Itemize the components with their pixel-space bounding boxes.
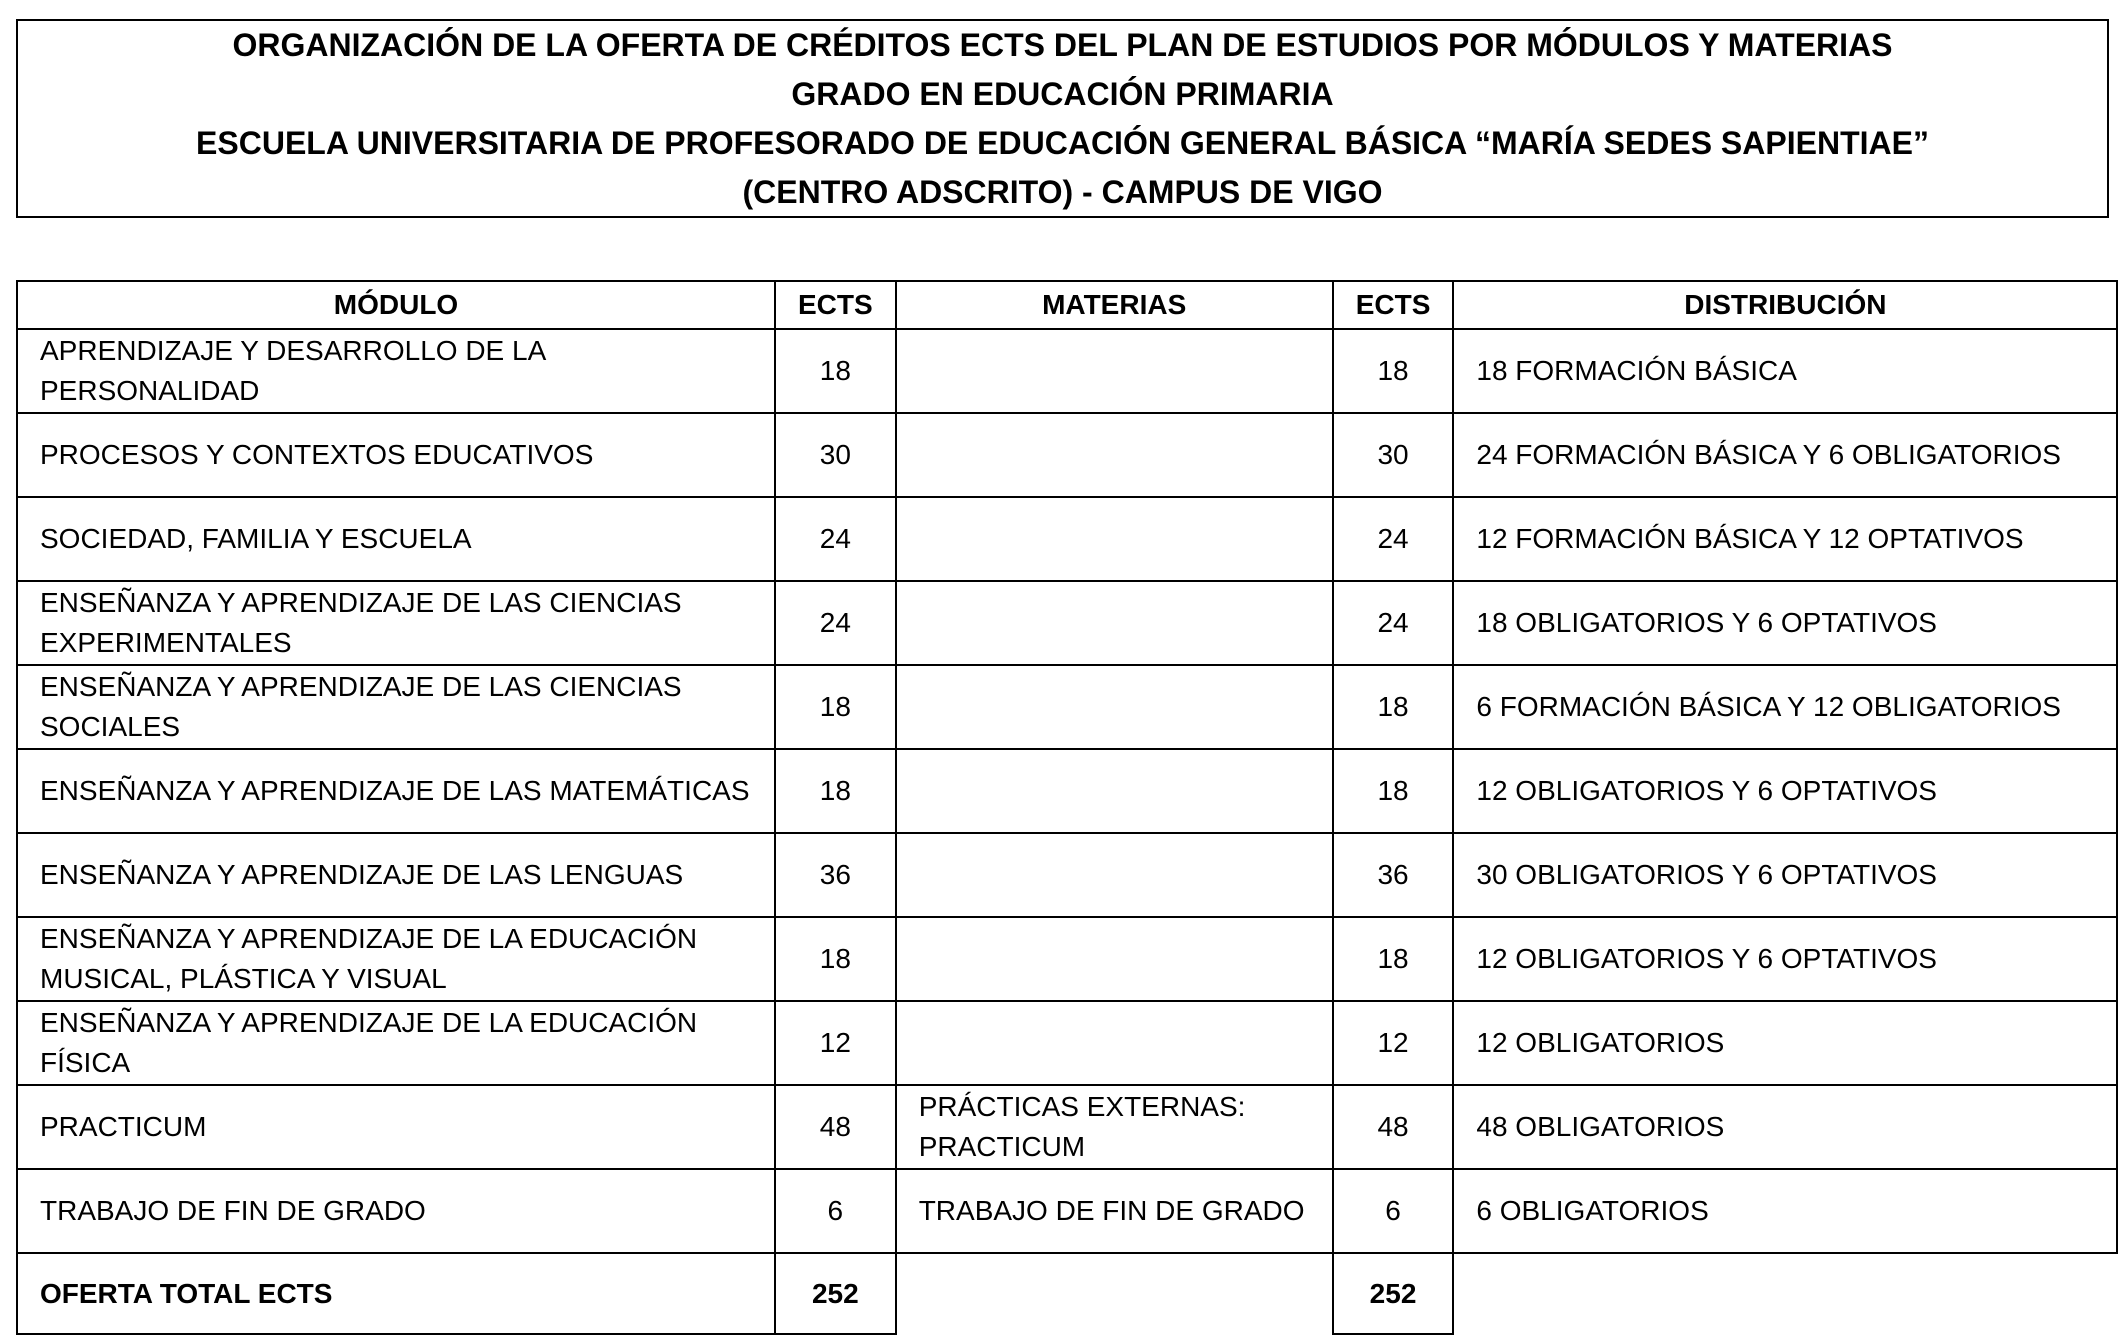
table-row <box>17 833 2117 917</box>
distribucion-cell: 48 OBLIGATORIOS <box>1453 1085 2117 1169</box>
modulo-cell: PRACTICUM <box>17 1085 775 1169</box>
ects-cell: 12 <box>775 1001 896 1085</box>
ects-cell: 24 <box>775 497 896 581</box>
ects-materias-cell: 6 <box>1333 1169 1454 1253</box>
ects-materias-cell: 36 <box>1333 833 1454 917</box>
header-modulo: MÓDULO <box>17 281 775 329</box>
distribucion-cell: 6 FORMACIÓN BÁSICA Y 12 OBLIGATORIOS <box>1453 665 2117 749</box>
total-label: OFERTA TOTAL ECTS <box>17 1253 775 1334</box>
modulo-cell: SOCIEDAD, FAMILIA Y ESCUELA <box>17 497 775 581</box>
modulo-cell: PROCESOS Y CONTEXTOS EDUCATIVOS <box>17 413 775 497</box>
empty-cell <box>1453 1253 2117 1334</box>
modulo-cell: ENSEÑANZA Y APRENDIZAJE DE LA EDUCACIÓN FÍSICA <box>17 1001 775 1085</box>
table-row <box>17 917 2117 1001</box>
ects-cell: 6 <box>775 1169 896 1253</box>
modulo-cell: APRENDIZAJE Y DESARROLLO DE LA PERSONALIDAD <box>17 329 775 413</box>
ects-materias-cell: 24 <box>1333 581 1454 665</box>
ects-materias-cell: 12 <box>1333 1001 1454 1085</box>
materias-cell: PRÁCTICAS EXTERNAS: PRACTICUM <box>896 1085 1333 1169</box>
distribucion-cell: 12 OBLIGATORIOS Y 6 OPTATIVOS <box>1453 749 2117 833</box>
ects-materias-cell: 30 <box>1333 413 1454 497</box>
table-row <box>17 497 2117 581</box>
ects-table <box>16 280 2118 1335</box>
distribucion-cell: 24 FORMACIÓN BÁSICA Y 6 OBLIGATORIOS <box>1453 413 2117 497</box>
ects-cell: 36 <box>775 833 896 917</box>
table-row <box>17 329 2117 413</box>
table-row <box>17 1085 2117 1169</box>
distribucion-cell: 12 FORMACIÓN BÁSICA Y 12 OPTATIVOS <box>1453 497 2117 581</box>
modulo-cell: ENSEÑANZA Y APRENDIZAJE DE LAS LENGUAS <box>17 833 775 917</box>
total-row <box>17 1253 2117 1334</box>
title-line: GRADO EN EDUCACIÓN PRIMARIA <box>791 75 1334 112</box>
table-row <box>17 1001 2117 1085</box>
table-row <box>17 1169 2117 1253</box>
header-ects-materias: ECTS <box>1333 281 1454 329</box>
title-line: ORGANIZACIÓN DE LA OFERTA DE CRÉDITOS ECTS DEL PLAN DE ESTUDIOS POR MÓDULOS Y MATERIAS <box>232 26 1893 63</box>
header-ects: ECTS <box>775 281 896 329</box>
ects-materias-cell: 18 <box>1333 665 1454 749</box>
total-ects-materias: 252 <box>1333 1253 1454 1334</box>
modulo-cell: ENSEÑANZA Y APRENDIZAJE DE LAS MATEMÁTICAS <box>17 749 775 833</box>
table-row <box>17 413 2117 497</box>
ects-materias-cell: 18 <box>1333 917 1454 1001</box>
modulo-cell: TRABAJO DE FIN DE GRADO <box>17 1169 775 1253</box>
distribucion-cell: 18 OBLIGATORIOS Y 6 OPTATIVOS <box>1453 581 2117 665</box>
distribucion-cell: 12 OBLIGATORIOS <box>1453 1001 2117 1085</box>
materias-cell <box>896 413 1333 497</box>
distribucion-cell: 6 OBLIGATORIOS <box>1453 1169 2117 1253</box>
distribucion-cell: 30 OBLIGATORIOS Y 6 OPTATIVOS <box>1453 833 2117 917</box>
ects-cell: 18 <box>775 917 896 1001</box>
distribucion-cell: 12 OBLIGATORIOS Y 6 OPTATIVOS <box>1453 917 2117 1001</box>
table-row <box>17 581 2117 665</box>
materias-cell <box>896 329 1333 413</box>
modulo-cell: ENSEÑANZA Y APRENDIZAJE DE LAS CIENCIAS EXPERIMENTALES <box>17 581 775 665</box>
ects-materias-cell: 18 <box>1333 329 1454 413</box>
title-line: (CENTRO ADSCRITO) - CAMPUS DE VIGO <box>742 173 1383 210</box>
materias-cell <box>896 833 1333 917</box>
materias-cell <box>896 665 1333 749</box>
header-distribucion: DISTRIBUCIÓN <box>1453 281 2117 329</box>
ects-cell: 48 <box>775 1085 896 1169</box>
ects-materias-cell: 18 <box>1333 749 1454 833</box>
title-line: ESCUELA UNIVERSITARIA DE PROFESORADO DE EDUCACIÓN GENERAL BÁSICA “MARÍA SEDES SAPIENTIAE” <box>196 124 1929 161</box>
ects-materias-cell: 48 <box>1333 1085 1454 1169</box>
table-header-row <box>17 281 2117 329</box>
materias-cell <box>896 497 1333 581</box>
table-row <box>17 749 2117 833</box>
ects-cell: 18 <box>775 665 896 749</box>
ects-cell: 18 <box>775 329 896 413</box>
ects-cell: 18 <box>775 749 896 833</box>
table-row <box>17 665 2117 749</box>
empty-cell <box>896 1253 1333 1334</box>
table-body <box>17 329 2117 1334</box>
materias-cell: TRABAJO DE FIN DE GRADO <box>896 1169 1333 1253</box>
modulo-cell: ENSEÑANZA Y APRENDIZAJE DE LA EDUCACIÓN MUSICAL, PLÁSTICA Y VISUAL <box>17 917 775 1001</box>
header-materias: MATERIAS <box>896 281 1333 329</box>
total-ects: 252 <box>775 1253 896 1334</box>
materias-cell <box>896 581 1333 665</box>
materias-cell <box>896 749 1333 833</box>
modulo-cell: ENSEÑANZA Y APRENDIZAJE DE LAS CIENCIAS SOCIALES <box>17 665 775 749</box>
document-title-box <box>16 19 2109 218</box>
materias-cell <box>896 917 1333 1001</box>
materias-cell <box>896 1001 1333 1085</box>
distribucion-cell: 18 FORMACIÓN BÁSICA <box>1453 329 2117 413</box>
ects-materias-cell: 24 <box>1333 497 1454 581</box>
ects-cell: 24 <box>775 581 896 665</box>
ects-cell: 30 <box>775 413 896 497</box>
